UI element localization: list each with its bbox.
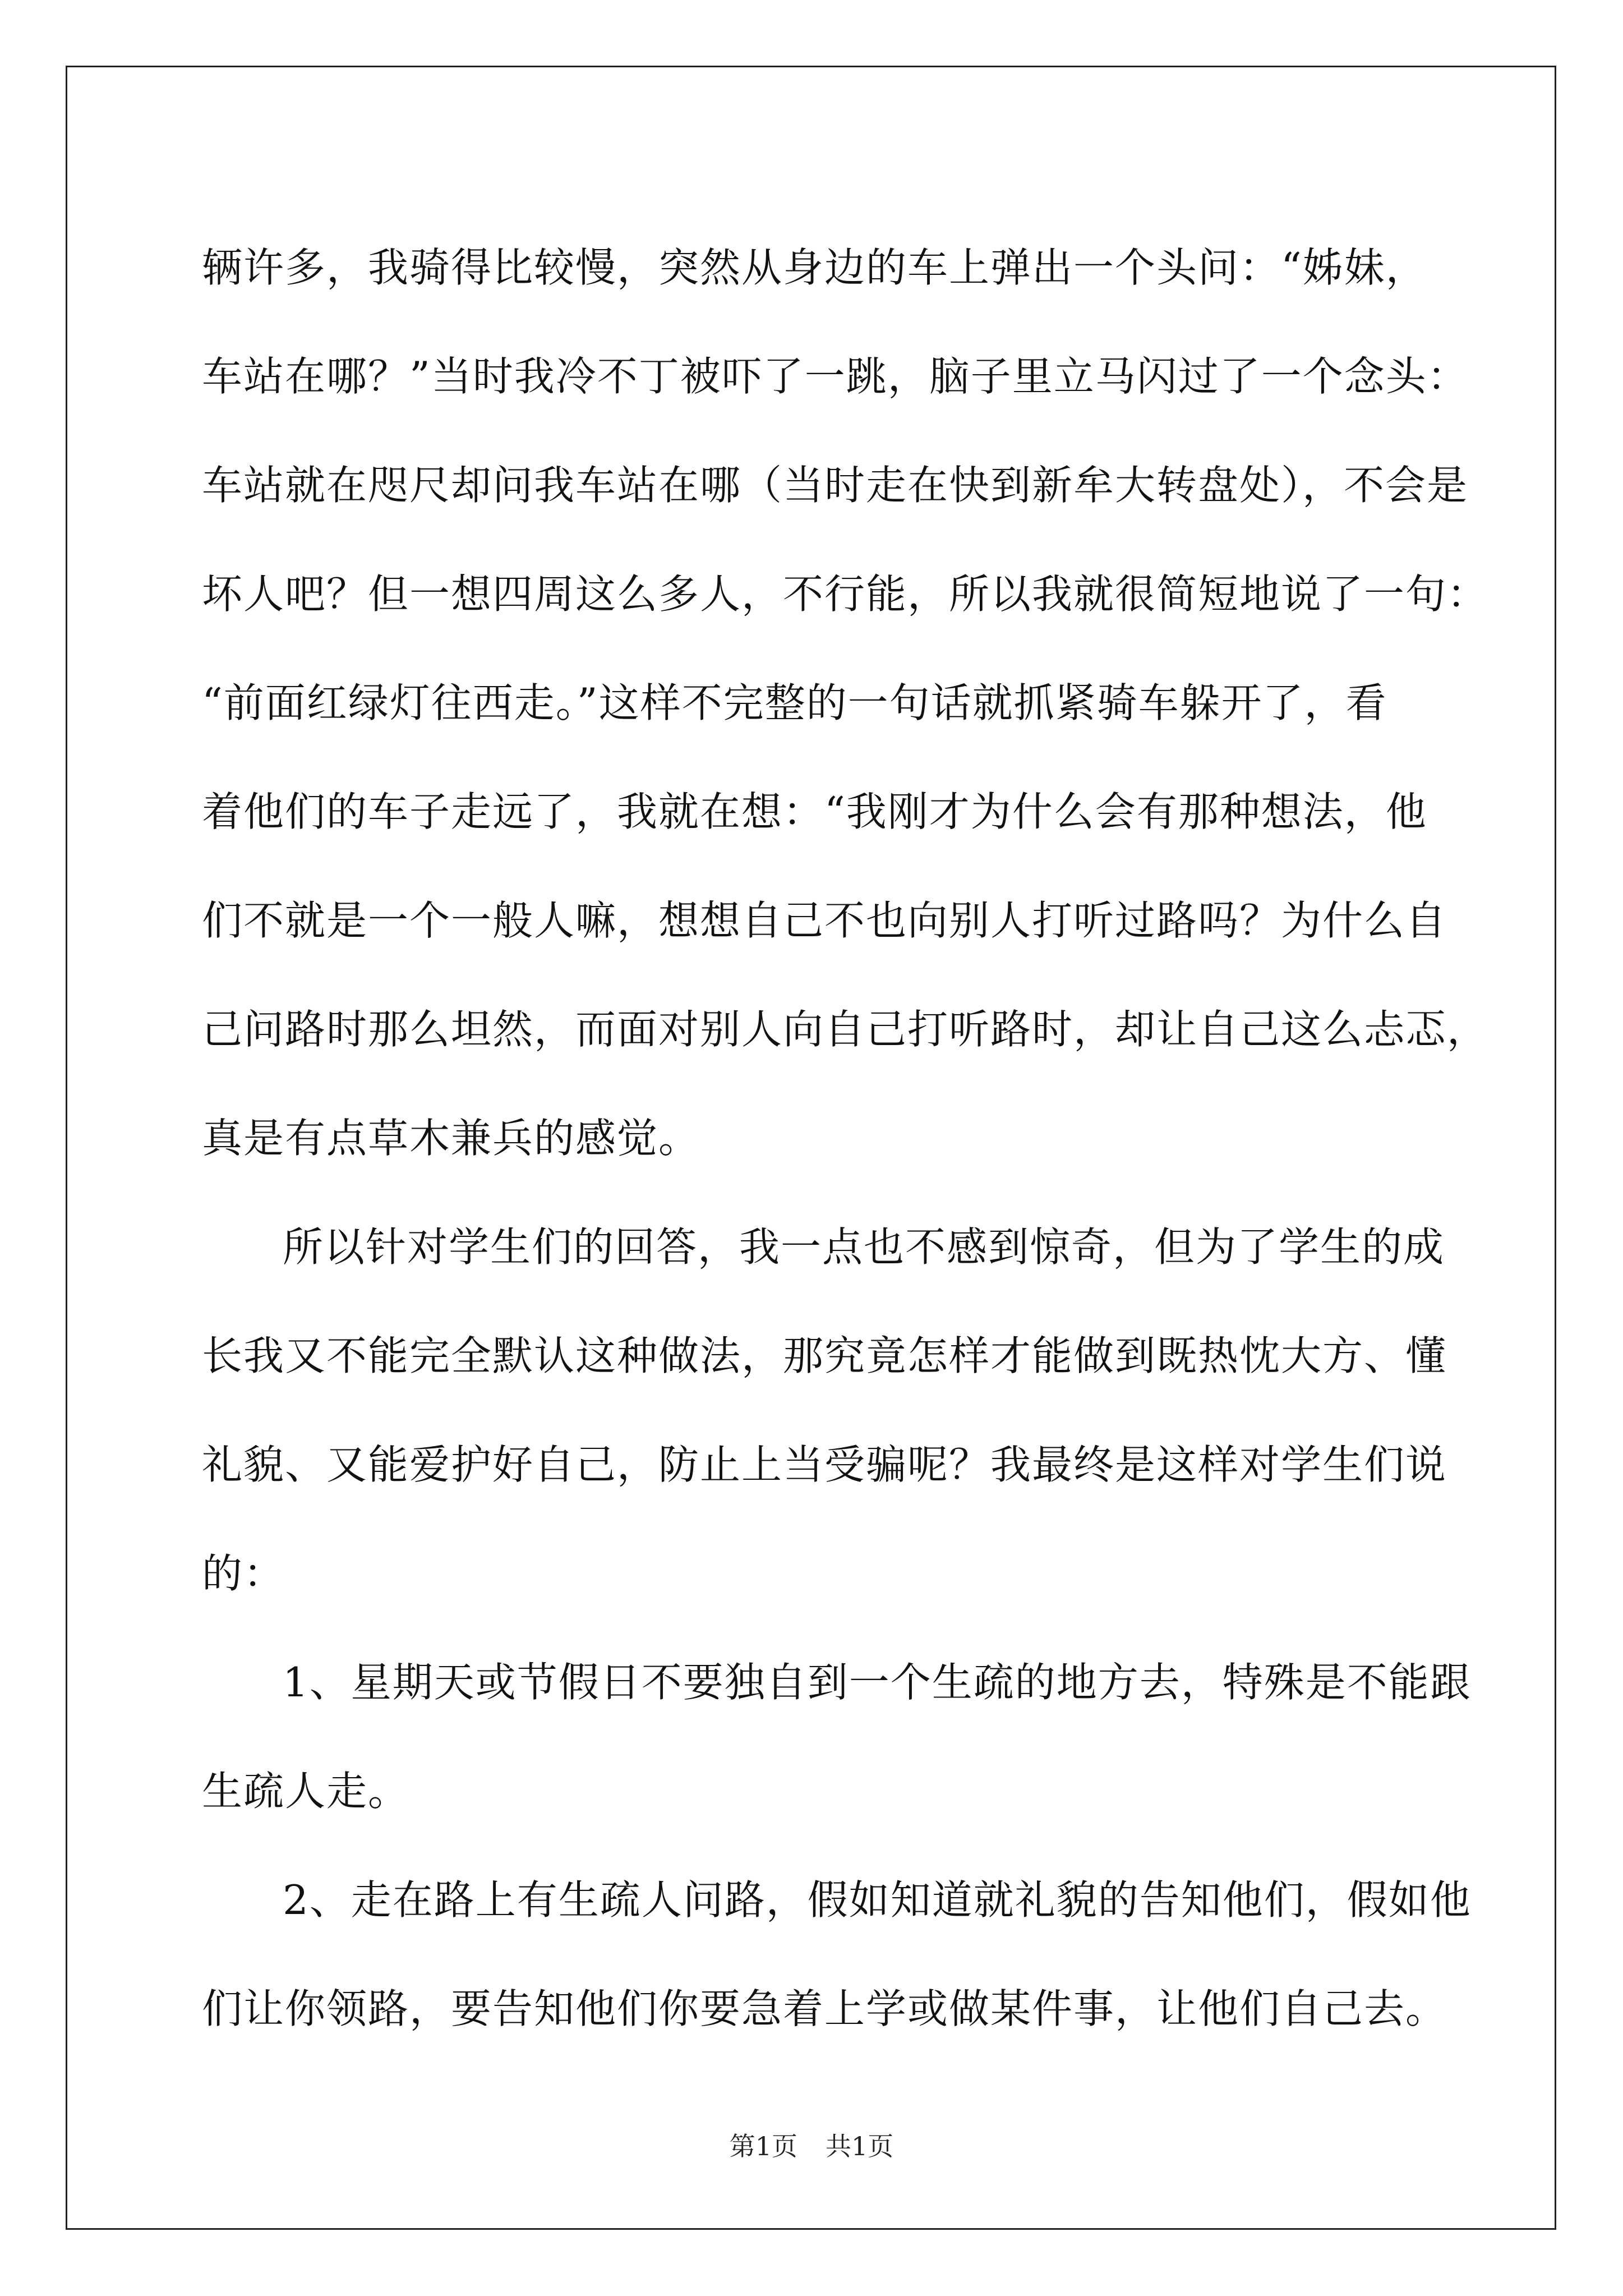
text-line-11: 长我又不能完全默认这种做法，那究竟怎样才能做到既热忱大方、懂 (202, 1332, 1447, 1379)
text-line-8: 己问路时那么坦然，而面对别人向自己打听路时，却让自己这么忐忑， (202, 1006, 1489, 1053)
text-line-17: 们让你领路，要告知他们你要急着上学或做某件事，让他们自己去。 (202, 1985, 1447, 2032)
document-body (202, 213, 1489, 2063)
text-line-6: 着他们的车子走远了，我就在想：“我刚才为什么会有那种想法，他 (202, 788, 1427, 835)
text-line-16: 2、走在路上有生疏人问路，假如知道就礼貌的告知他们，假如他 (283, 1876, 1472, 1924)
text-line-4: 坏人吧？但一想四周这么多人，不行能，所以我就很简短地说了一句： (202, 570, 1489, 618)
text-line-3: 车站就在咫尺却问我车站在哪（当时走在快到新牟大转盘处），不会是 (202, 462, 1469, 509)
text-line-1: 辆许多，我骑得比较慢，突然从身边的车上弹出一个头问：“姊妹， (202, 244, 1427, 291)
text-line-10: 所以针对学生们的回答，我一点也不感到惊奇，但为了学生的成 (283, 1223, 1445, 1271)
page-footer (0, 2126, 1623, 2163)
text-line-13: 的： (202, 1550, 285, 1597)
text-line-2: 车站在哪？”当时我冷不丁被吓了一跳，脑子里立马闪过了一个念头： (202, 353, 1469, 400)
text-line-12: 礼貌、又能爱护好自己，防止上当受骗呢？我最终是这样对学生们说 (202, 1441, 1447, 1488)
text-line-9: 真是有点草木兼兵的感觉。 (202, 1115, 700, 1162)
text-line-15: 生疏人走。 (202, 1768, 410, 1815)
text-line-7: 们不就是一个一般人嘛，想想自己不也向别人打听过路吗？为什么自 (202, 897, 1447, 944)
page-number-total: 共1页 (826, 2131, 894, 2161)
text-line-5: “前面红绿灯往西走。”这样不完整的一句话就抓紧骑车躲开了，看 (202, 679, 1387, 726)
text-line-14: 1、星期天或节假日不要独自到一个生疏的地方去，特殊是不能跟 (283, 1659, 1472, 1706)
page-number-current: 第1页 (729, 2131, 797, 2161)
